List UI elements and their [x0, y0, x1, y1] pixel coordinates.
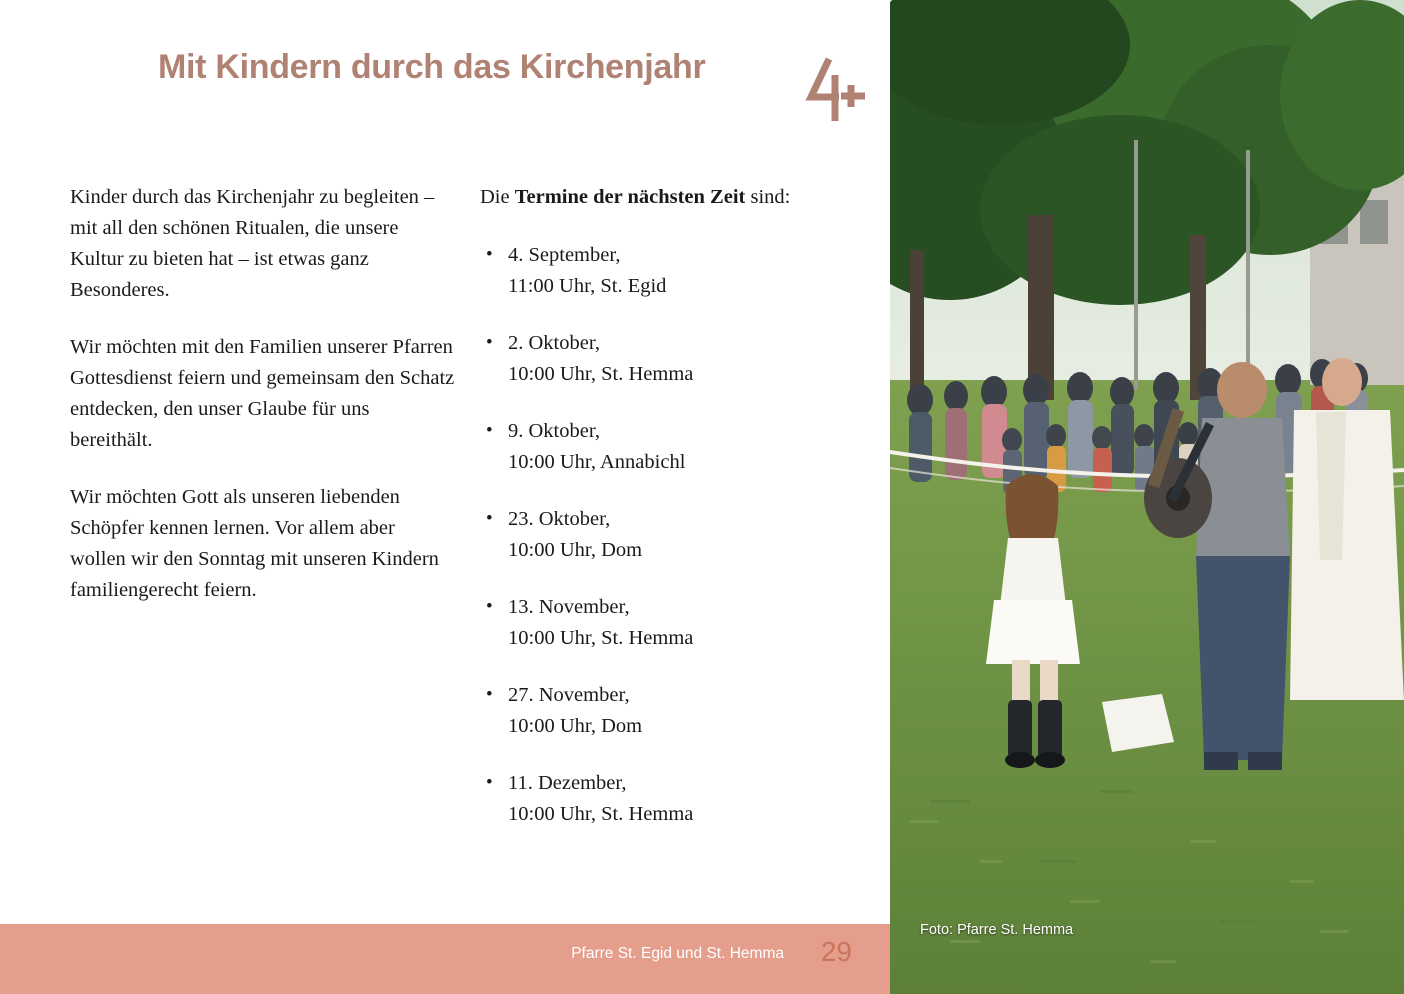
list-item	[480, 328, 880, 390]
paragraph-1: Kinder durch das Kirchenjahr zu begleiten – mit all den schönen Ritualen, die unsere Kultur zu bieten hat – ist etwas ganz Besonderes.	[70, 186, 435, 301]
dates-column	[480, 182, 880, 856]
photo-credit: Foto: Pfarre St. Hemma	[920, 922, 1074, 938]
dates-lead-before: Die	[480, 186, 515, 208]
dates-lead	[480, 182, 880, 213]
dates-lead-after: sind:	[745, 186, 791, 208]
page-number: 29	[820, 936, 852, 967]
date-label: 13. November,	[508, 596, 630, 618]
list-item	[480, 592, 880, 654]
date-label: 2. Oktober,	[508, 332, 600, 354]
list-item	[480, 504, 880, 566]
date-label: 11. Dezember,	[508, 772, 627, 794]
list-item	[480, 768, 880, 830]
date-detail: 10:00 Uhr, St. Hemma	[508, 627, 694, 649]
photo-illustration	[890, 0, 1404, 994]
date-label: 4. September,	[508, 244, 621, 266]
paragraph-3: Wir möchten Gott als unseren liebenden Schöpfer kennen lernen. Vor allem aber wollen wir den Sonntag mit unseren Kindern familiengerecht feiern.	[70, 486, 439, 601]
page-title: Mit Kindern durch das Kirchenjahr	[158, 48, 706, 86]
date-detail: 10:00 Uhr, Dom	[508, 539, 643, 561]
intro-text-column	[70, 182, 455, 606]
date-detail: 11:00 Uhr, St. Egid	[508, 275, 667, 297]
footer-parish-label: Pfarre St. Egid und St. Hemma	[571, 945, 784, 962]
paragraph-2: Wir möchten mit den Familien unserer Pfarren Gottesdienst feiern und gemeinsam den Schatz entdecken, den unser Glaube für uns bereithält.	[70, 336, 455, 451]
footer-bar	[0, 924, 890, 994]
list-item	[480, 680, 880, 742]
date-detail: 10:00 Uhr, St. Hemma	[508, 363, 694, 385]
photo	[890, 0, 1404, 994]
list-item	[480, 240, 880, 302]
date-label: 23. Oktober,	[508, 508, 611, 530]
date-label: 27. November,	[508, 684, 630, 706]
date-detail: 10:00 Uhr, St. Hemma	[508, 803, 694, 825]
date-label: 9. Oktober,	[508, 420, 600, 442]
dates-lead-bold: Termine der nächsten Zeit	[514, 186, 746, 208]
dates-list	[480, 240, 880, 830]
list-item	[480, 416, 880, 478]
date-detail: 10:00 Uhr, Dom	[508, 715, 643, 737]
four-plus-logo-icon	[805, 55, 875, 125]
date-detail: 10:00 Uhr, Annabichl	[508, 451, 686, 473]
